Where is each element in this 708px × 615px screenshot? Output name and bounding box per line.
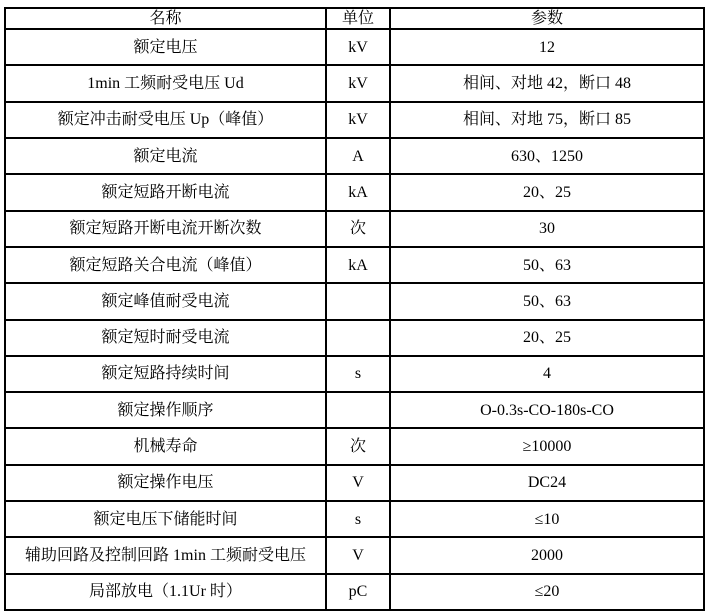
cell-name: 额定短路开断电流开断次数 xyxy=(5,211,326,247)
header-cell-name: 名称 xyxy=(5,8,326,29)
table-header xyxy=(5,8,704,29)
cell-unit xyxy=(326,320,390,356)
cell-param: 相间、对地 75，断口 85 xyxy=(390,102,704,138)
cell-param: DC24 xyxy=(390,465,704,501)
table-body xyxy=(5,29,704,610)
table-row xyxy=(5,65,704,101)
table-row xyxy=(5,428,704,464)
table-row xyxy=(5,537,704,573)
cell-unit: kV xyxy=(326,29,390,65)
table-row xyxy=(5,465,704,501)
cell-unit: s xyxy=(326,356,390,392)
cell-unit: A xyxy=(326,138,390,174)
cell-name: 额定短路开断电流 xyxy=(5,174,326,210)
cell-param: 20、25 xyxy=(390,174,704,210)
table-row xyxy=(5,29,704,65)
cell-param: 相间、对地 42，断口 48 xyxy=(390,65,704,101)
cell-unit: kA xyxy=(326,174,390,210)
header-cell-unit: 单位 xyxy=(326,8,390,29)
table-row xyxy=(5,211,704,247)
cell-param: O-0.3s-CO-180s-CO xyxy=(390,392,704,428)
table-row xyxy=(5,102,704,138)
cell-param: 4 xyxy=(390,356,704,392)
cell-unit: 次 xyxy=(326,211,390,247)
cell-name: 额定电压下储能时间 xyxy=(5,501,326,537)
cell-unit: 次 xyxy=(326,428,390,464)
cell-name: 额定短路持续时间 xyxy=(5,356,326,392)
header-cell-param: 参数 xyxy=(390,8,704,29)
cell-name: 局部放电（1.1Ur 时） xyxy=(5,574,326,610)
cell-name: 额定操作电压 xyxy=(5,465,326,501)
cell-unit xyxy=(326,392,390,428)
cell-param: ≤20 xyxy=(390,574,704,610)
cell-name: 额定电流 xyxy=(5,138,326,174)
spec-table xyxy=(4,7,705,611)
table-row xyxy=(5,320,704,356)
cell-name: 额定峰值耐受电流 xyxy=(5,283,326,319)
cell-name: 机械寿命 xyxy=(5,428,326,464)
table-row xyxy=(5,501,704,537)
cell-unit: pC xyxy=(326,574,390,610)
cell-param: 2000 xyxy=(390,537,704,573)
cell-unit: kA xyxy=(326,247,390,283)
table-row xyxy=(5,138,704,174)
cell-param: 20、25 xyxy=(390,320,704,356)
cell-unit: kV xyxy=(326,102,390,138)
cell-param: 50、63 xyxy=(390,247,704,283)
table-row xyxy=(5,247,704,283)
table-row xyxy=(5,174,704,210)
cell-param: ≥10000 xyxy=(390,428,704,464)
cell-unit: V xyxy=(326,465,390,501)
cell-unit: s xyxy=(326,501,390,537)
cell-param: 50、63 xyxy=(390,283,704,319)
cell-param: 12 xyxy=(390,29,704,65)
cell-param: 30 xyxy=(390,211,704,247)
cell-name: 1min 工频耐受电压 Ud xyxy=(5,65,326,101)
cell-name: 额定操作顺序 xyxy=(5,392,326,428)
table-row xyxy=(5,356,704,392)
cell-unit: kV xyxy=(326,65,390,101)
cell-unit xyxy=(326,283,390,319)
cell-param: 630、1250 xyxy=(390,138,704,174)
table-row xyxy=(5,392,704,428)
header-row xyxy=(5,8,704,29)
cell-name: 额定冲击耐受电压 Up（峰值） xyxy=(5,102,326,138)
cell-name: 额定短时耐受电流 xyxy=(5,320,326,356)
cell-unit: V xyxy=(326,537,390,573)
table-row xyxy=(5,283,704,319)
cell-param: ≤10 xyxy=(390,501,704,537)
cell-name: 额定短路关合电流（峰值） xyxy=(5,247,326,283)
cell-name: 辅助回路及控制回路 1min 工频耐受电压 xyxy=(5,537,326,573)
table-row xyxy=(5,574,704,610)
cell-name: 额定电压 xyxy=(5,29,326,65)
